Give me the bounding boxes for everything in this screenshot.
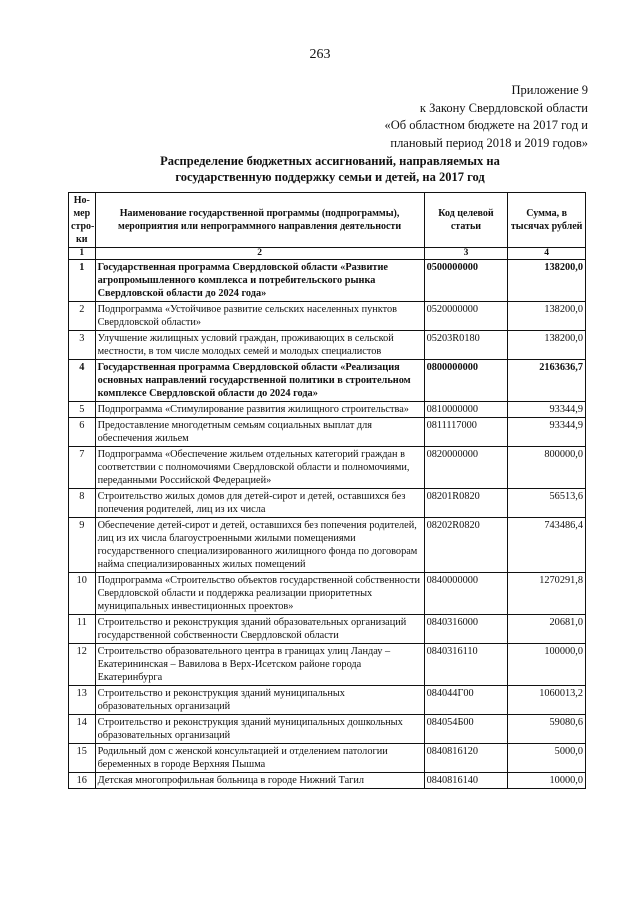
row-sum: 1270291,8 [508, 573, 586, 615]
row-number: 3 [69, 331, 96, 360]
row-code: 0811117000 [424, 418, 508, 447]
row-number: 1 [69, 260, 96, 302]
row-code: 0820000000 [424, 447, 508, 489]
appendix-block [384, 82, 588, 152]
row-name: Строительство образовательного центра в границах улиц Ландау – Екатерининская – Вавилова в Верх-Исетском районе города Екатеринбурга [95, 644, 424, 686]
table-row [69, 715, 586, 744]
row-name: Предоставление многодетным семьям социальных выплат для обеспечения жильем [95, 418, 424, 447]
row-number: 10 [69, 573, 96, 615]
row-number: 12 [69, 644, 96, 686]
row-sum: 138200,0 [508, 260, 586, 302]
row-name: Государственная программа Свердловской области «Развитие агропромышленного комплекса и потребительского рынка Свердловской области до 2024 года» [95, 260, 424, 302]
row-number: 5 [69, 402, 96, 418]
row-number: 6 [69, 418, 96, 447]
row-code: 08201R0820 [424, 489, 508, 518]
row-code: 084044Г00 [424, 686, 508, 715]
row-name: Подпрограмма «Устойчивое развитие сельских населенных пунктов Свердловской области» [95, 302, 424, 331]
row-code: 0840000000 [424, 573, 508, 615]
table-row [69, 418, 586, 447]
row-name: Строительство жилых домов для детей-сирот и детей, оставшихся без попечения родителей, лиц из их числа [95, 489, 424, 518]
table-row [69, 573, 586, 615]
row-number: 16 [69, 773, 96, 789]
row-name: Подпрограмма «Строительство объектов государственной собственности Свердловской области и поддержка реализации приоритетных муниципальных инвестиционных проектов» [95, 573, 424, 615]
header-num: Но-мер стро-ки [69, 193, 96, 248]
appendix-line: к Закону Свердловской области [419, 100, 588, 115]
row-number: 8 [69, 489, 96, 518]
table-row [69, 302, 586, 331]
row-name: Родильный дом с женской консультацией и отделением патологии беременных в городе Верхняя Пышма [95, 744, 424, 773]
row-name: Строительство и реконструкция зданий муниципальных образовательных организаций [95, 686, 424, 715]
column-index-row [69, 248, 586, 260]
row-code: 0840316110 [424, 644, 508, 686]
row-number: 11 [69, 615, 96, 644]
row-sum: 800000,0 [508, 447, 586, 489]
table-row [69, 686, 586, 715]
row-sum: 10000,0 [508, 773, 586, 789]
table-row [69, 773, 586, 789]
column-index: 4 [508, 248, 586, 260]
row-sum: 93344,9 [508, 402, 586, 418]
row-number: 2 [69, 302, 96, 331]
row-name: Подпрограмма «Стимулирование развития жилищного строительства» [95, 402, 424, 418]
title-line: Распределение бюджетных ассигнований, направляемых на [160, 154, 500, 168]
row-name: Государственная программа Свердловской области «Реализация основных направлений государственной политики в строительном комплексе Свердловской области до 2024 года» [95, 360, 424, 402]
row-sum: 138200,0 [508, 331, 586, 360]
table-row [69, 744, 586, 773]
row-code: 0840316000 [424, 615, 508, 644]
row-name: Улучшение жилищных условий граждан, проживающих в сельской местности, в том числе молодых семей и молодых специалистов [95, 331, 424, 360]
header-sum: Сумма, в тысячах рублей [508, 193, 586, 248]
row-code: 0810000000 [424, 402, 508, 418]
row-code: 0840816120 [424, 744, 508, 773]
row-sum: 2163636,7 [508, 360, 586, 402]
appendix-line: Приложение 9 [511, 83, 588, 97]
table-row [69, 615, 586, 644]
table-row [69, 447, 586, 489]
table-body [69, 260, 586, 789]
table-row [69, 644, 586, 686]
row-code: 0520000000 [424, 302, 508, 331]
row-sum: 100000,0 [508, 644, 586, 686]
row-sum: 56513,6 [508, 489, 586, 518]
row-number: 13 [69, 686, 96, 715]
table-row [69, 402, 586, 418]
row-number: 9 [69, 518, 96, 573]
page-number: 263 [309, 47, 331, 62]
row-number: 14 [69, 715, 96, 744]
header-name: Наименование государственной программы (подпрограммы), мероприятия или непрограммного направления деятельности [95, 193, 424, 248]
table-row [69, 360, 586, 402]
column-index: 3 [424, 248, 508, 260]
table-header-row [69, 193, 586, 248]
row-code: 0840816140 [424, 773, 508, 789]
row-name: Строительство и реконструкция зданий образовательных организаций государственной собственности Свердловской области [95, 615, 424, 644]
table-row [69, 518, 586, 573]
row-sum: 5000,0 [508, 744, 586, 773]
row-name: Подпрограмма «Обеспечение жильем отдельных категорий граждан в соответствии с полномочиями Свердловской области и полномочиями, переданными Российской Федерацией» [95, 447, 424, 489]
row-number: 4 [69, 360, 96, 402]
table-row [69, 331, 586, 360]
row-number: 7 [69, 447, 96, 489]
row-sum: 138200,0 [508, 302, 586, 331]
document-title [120, 153, 540, 185]
row-number: 15 [69, 744, 96, 773]
row-sum: 93344,9 [508, 418, 586, 447]
appendix-line: плановый период 2018 и 2019 годов» [390, 135, 588, 150]
row-code: 05203R0180 [424, 331, 508, 360]
header-code: Код целевой статьи [424, 193, 508, 248]
row-name: Детская многопрофильная больница в городе Нижний Тагил [95, 773, 424, 789]
column-index: 1 [69, 248, 96, 260]
row-sum: 1060013,2 [508, 686, 586, 715]
row-sum: 20681,0 [508, 615, 586, 644]
row-name: Обеспечение детей-сирот и детей, оставшихся без попечения родителей, лиц из их числа благоустроенными жилыми помещениями государственного специализированного жилищного фонда по договорам найма специализированных жилых помещений [95, 518, 424, 573]
column-index: 2 [95, 248, 424, 260]
row-name: Строительство и реконструкция зданий муниципальных дошкольных образовательных организаций [95, 715, 424, 744]
row-code: 08202R0820 [424, 518, 508, 573]
budget-table [68, 192, 586, 789]
row-code: 0800000000 [424, 360, 508, 402]
title-line: государственную поддержку семьи и детей, на 2017 год [175, 170, 485, 184]
row-sum: 59080,6 [508, 715, 586, 744]
row-code: 0500000000 [424, 260, 508, 302]
appendix-line: «Об областном бюджете на 2017 год и [384, 118, 588, 132]
table-row [69, 260, 586, 302]
row-sum: 743486,4 [508, 518, 586, 573]
row-code: 084054Б00 [424, 715, 508, 744]
table-row [69, 489, 586, 518]
